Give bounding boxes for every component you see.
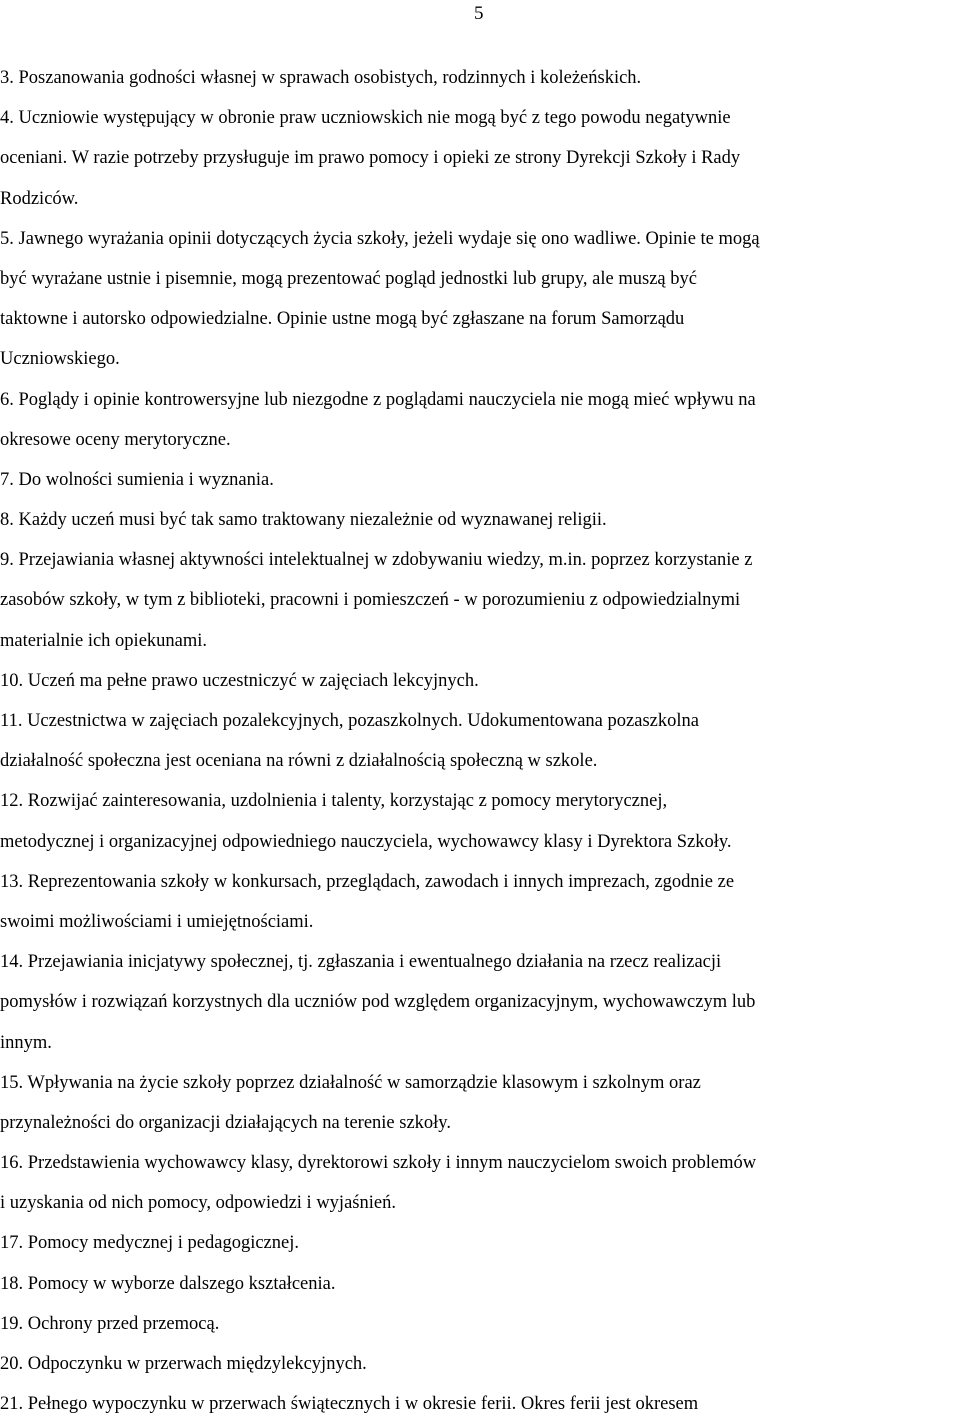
text-line: 20. Odpoczynku w przerwach międzylekcyjnych. [0, 1354, 367, 1374]
text-line: 19. Ochrony przed przemocą. [0, 1313, 220, 1334]
text-line: innym. [0, 1032, 52, 1053]
text-line: przynależności do organizacji działających na terenie szkoły. [0, 1112, 451, 1133]
text-line: 9. Przejawiania własnej aktywności intelektualnej w zdobywaniu wiedzy, m.in. poprzez korzystanie z [0, 550, 753, 571]
text-line: zasobów szkoły, w tym z biblioteki, pracowni i pomieszczeń - w porozumieniu z odpowiedzialnymi [0, 590, 741, 611]
page-number: 5 [474, 3, 484, 24]
text-line: 13. Reprezentowania szkoły w konkursach, przeglądach, zawodach i innych imprezach, zgodnie ze [0, 871, 735, 892]
text-line: 16. Przedstawienia wychowawcy klasy, dyrektorowi szkoły i innym nauczycielom swoich problemów [0, 1153, 757, 1174]
text-line: 21. Pełnego wypoczynku w przerwach świątecznych i w okresie ferii. Okres ferii jest okresem [0, 1394, 699, 1415]
text-line: być wyrażane ustnie i pisemnie, mogą prezentować pogląd jednostki lub grupy, ale muszą być [0, 268, 697, 289]
text-line: 4. Uczniowie występujący w obronie praw uczniowskich nie mogą być z tego powodu negatywnie [0, 108, 731, 129]
text-line: 17. Pomocy medycznej i pedagogicznej. [0, 1233, 299, 1254]
text-line: 8. Każdy uczeń musi być tak samo traktowany niezależnie od wyznawanej religii. [0, 510, 607, 531]
text-line: pomysłów i rozwiązań korzystnych dla uczniów pod względem organizacyjnym, wychowawczym lub [0, 992, 756, 1013]
document-body [0, 58, 960, 1424]
text-line: 12. Rozwijać zainteresowania, uzdolnienia i talenty, korzystając z pomocy merytorycznej, [0, 791, 668, 812]
text-line: metodycznej i organizacyjnej odpowiedniego nauczyciela, wychowawcy klasy i Dyrektora Szkoły. [0, 831, 732, 852]
text-line: materialnie ich opiekunami. [0, 630, 208, 651]
text-line: oceniani. W razie potrzeby przysługuje im prawo pomocy i opieki ze strony Dyrekcji Szkoły i Rady [0, 148, 741, 169]
text-line: Uczniowskiego. [0, 349, 120, 370]
text-line: 15. Wpływania na życie szkoły poprzez działalność w samorządzie klasowym i szkolnym oraz [0, 1072, 701, 1093]
text-line: działalność społeczna jest oceniana na równi z działalnością społeczną w szkole. [0, 751, 598, 772]
text-line: 18. Pomocy w wyborze dalszego kształcenia. [0, 1273, 336, 1294]
text-line: 14. Przejawiania inicjatywy społecznej, tj. zgłaszania i ewentualnego działania na rzecz realizacji [0, 952, 722, 973]
text-line: swoimi możliwościami i umiejętnościami. [0, 911, 314, 932]
text-line: okresowe oceny merytoryczne. [0, 429, 231, 450]
text-line: 5. Jawnego wyrażania opinii dotyczących życia szkoły, jeżeli wydaje się ono wadliwe. Opinie te mogą [0, 228, 760, 249]
text-line: 7. Do wolności sumienia i wyznania. [0, 469, 274, 490]
text-line: Rodziców. [0, 188, 79, 209]
text-line: 10. Uczeń ma pełne prawo uczestniczyć w zajęciach lekcyjnych. [0, 670, 479, 691]
text-line: i uzyskania od nich pomocy, odpowiedzi i wyjaśnień. [0, 1193, 396, 1214]
text-line: 3. Poszanowania godności własnej w sprawach osobistych, rodzinnych i koleżeńskich. [0, 68, 642, 88]
text-line: taktowne i autorsko odpowiedzialne. Opinie ustne mogą być zgłaszane na forum Samorządu [0, 309, 685, 330]
text-line: 11. Uczestnictwa w zajęciach pozalekcyjnych, pozaszkolnych. Udokumentowana pozaszkolna [0, 711, 699, 731]
text-line: 6. Poglądy i opinie kontrowersyjne lub niezgodne z poglądami nauczyciela nie mogą mieć wpływu na [0, 389, 756, 410]
